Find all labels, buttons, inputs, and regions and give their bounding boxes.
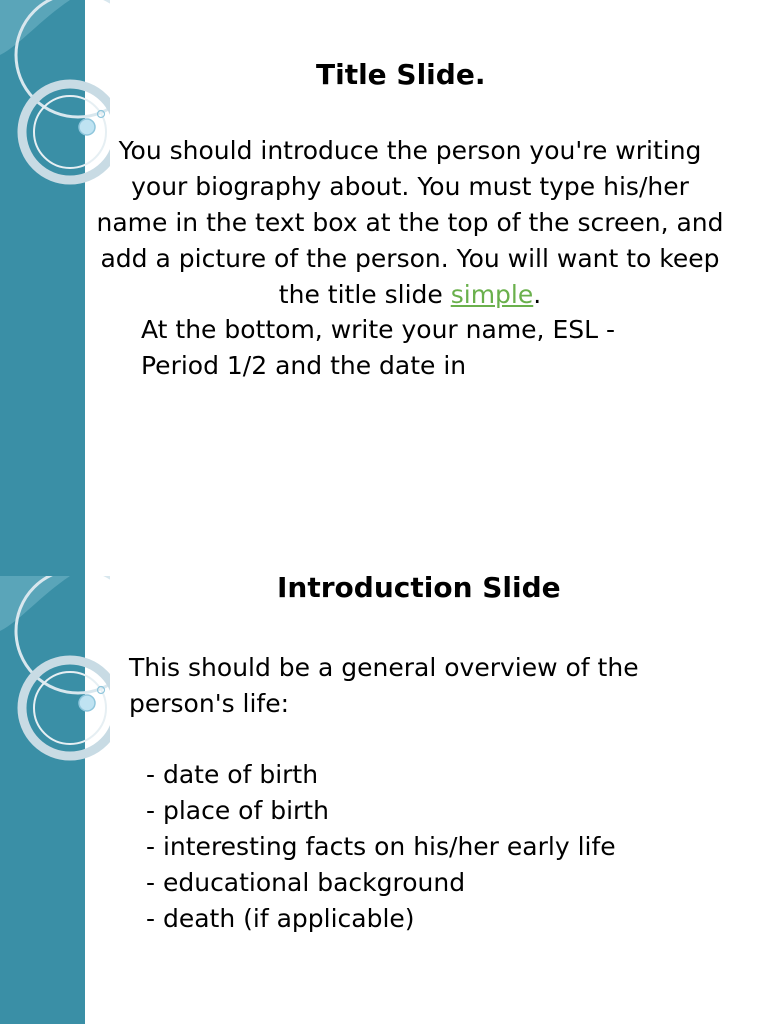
title-slide-instructions: You should introduce the person you're writing your biography about. You must type his/her name in the text box at the top of the screen, and add a picture of the person. You will want to keep the title slide simple. bbox=[96, 136, 724, 309]
decorative-rings-icon bbox=[0, 576, 110, 1024]
list-item: - educational background bbox=[146, 868, 466, 897]
slide-title: Introduction Slide bbox=[277, 576, 561, 604]
decorative-side-band bbox=[0, 576, 85, 1024]
introduction-slide bbox=[0, 576, 768, 1024]
overview-text: This should be a general overview of the person's life: bbox=[129, 653, 639, 718]
slide-title: Title Slide. bbox=[316, 58, 486, 91]
list-item: - date of birth bbox=[146, 760, 319, 789]
decorative-side-band bbox=[0, 0, 85, 576]
simple-link[interactable]: simple bbox=[450, 280, 534, 309]
decorative-rings-icon bbox=[0, 0, 110, 576]
list-item: - death (if applicable) bbox=[146, 904, 415, 933]
title-slide-footer-instructions: At the bottom, write your name, ESL - Period 1/2 and the date in bbox=[141, 315, 616, 380]
list-item: - place of birth bbox=[146, 796, 329, 825]
overview-list bbox=[146, 757, 616, 937]
list-item: - interesting facts on his/her early life bbox=[146, 832, 616, 861]
